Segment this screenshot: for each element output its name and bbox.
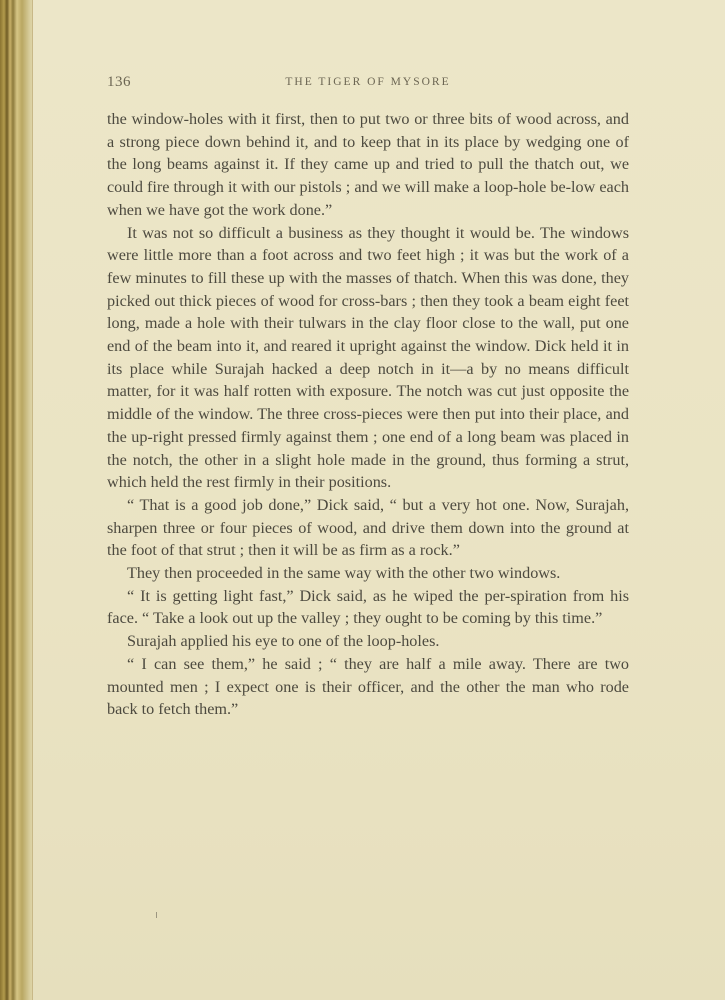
paragraph: “ That is a good job done,” Dick said, “ but a very hot one. Now, Surajah, sharpen three or four pieces of wood, and drive them down into the ground at the foot of that strut ; then it will be as firm as a rock.” — [107, 495, 629, 560]
running-head — [107, 74, 629, 94]
running-title: THE TIGER OF MYSORE — [285, 76, 451, 88]
paragraph: “ I can see them,” he said ; “ they are half a mile away. There are two mounted men ; I expect one is their officer, and the other the man who rode back to fetch them.” — [107, 654, 629, 719]
paragraph: “ It is getting light fast,” Dick said, as he wiped the per-spiration from his face. “ Take a look out up the valley ; they ought to be coming by this time.” — [107, 586, 629, 628]
paragraph: the window-holes with it first, then to put two or three bits of wood across, and a strong piece down behind it, and to keep that in its place by wedging one of the long beams against it. If they came up and tried to pull the thatch out, we could fire through it with our pistols ; and we will make a loop-hole be-low each when we have got the work done.” — [107, 110, 629, 219]
paragraph: It was not so difficult a business as they thought it would be. The windows were little more than a foot across and two feet high ; it was but the work of a few minutes to fill these up with the masses of thatch. When this was done, they picked out thick pieces of wood for cross-bars ; then they took a beam eight feet long, made a hole with their tulwars in the clay floor close to the wall, put one end of the beam into it, and reared it upright against the window. Dick held it in its place while Surajah hacked a deep notch in it—a by no means difficult matter, for it was half rotten with exposure. The notch was cut just opposite the middle of the window. The three cross-pieces were then put into their place, and the up-right pressed firmly against them ; one end of a long beam was placed in the notch, the other in a slight hole made in the ground, thus forming a strut, which held the rest firmly in their positions. — [107, 223, 629, 492]
print-speck — [156, 912, 157, 918]
paragraph: They then proceeded in the same way with the other two windows. — [127, 564, 561, 583]
paragraph: Surajah applied his eye to one of the loop-holes. — [127, 632, 440, 651]
page-number: 136 — [107, 74, 131, 90]
body-text — [107, 108, 629, 721]
